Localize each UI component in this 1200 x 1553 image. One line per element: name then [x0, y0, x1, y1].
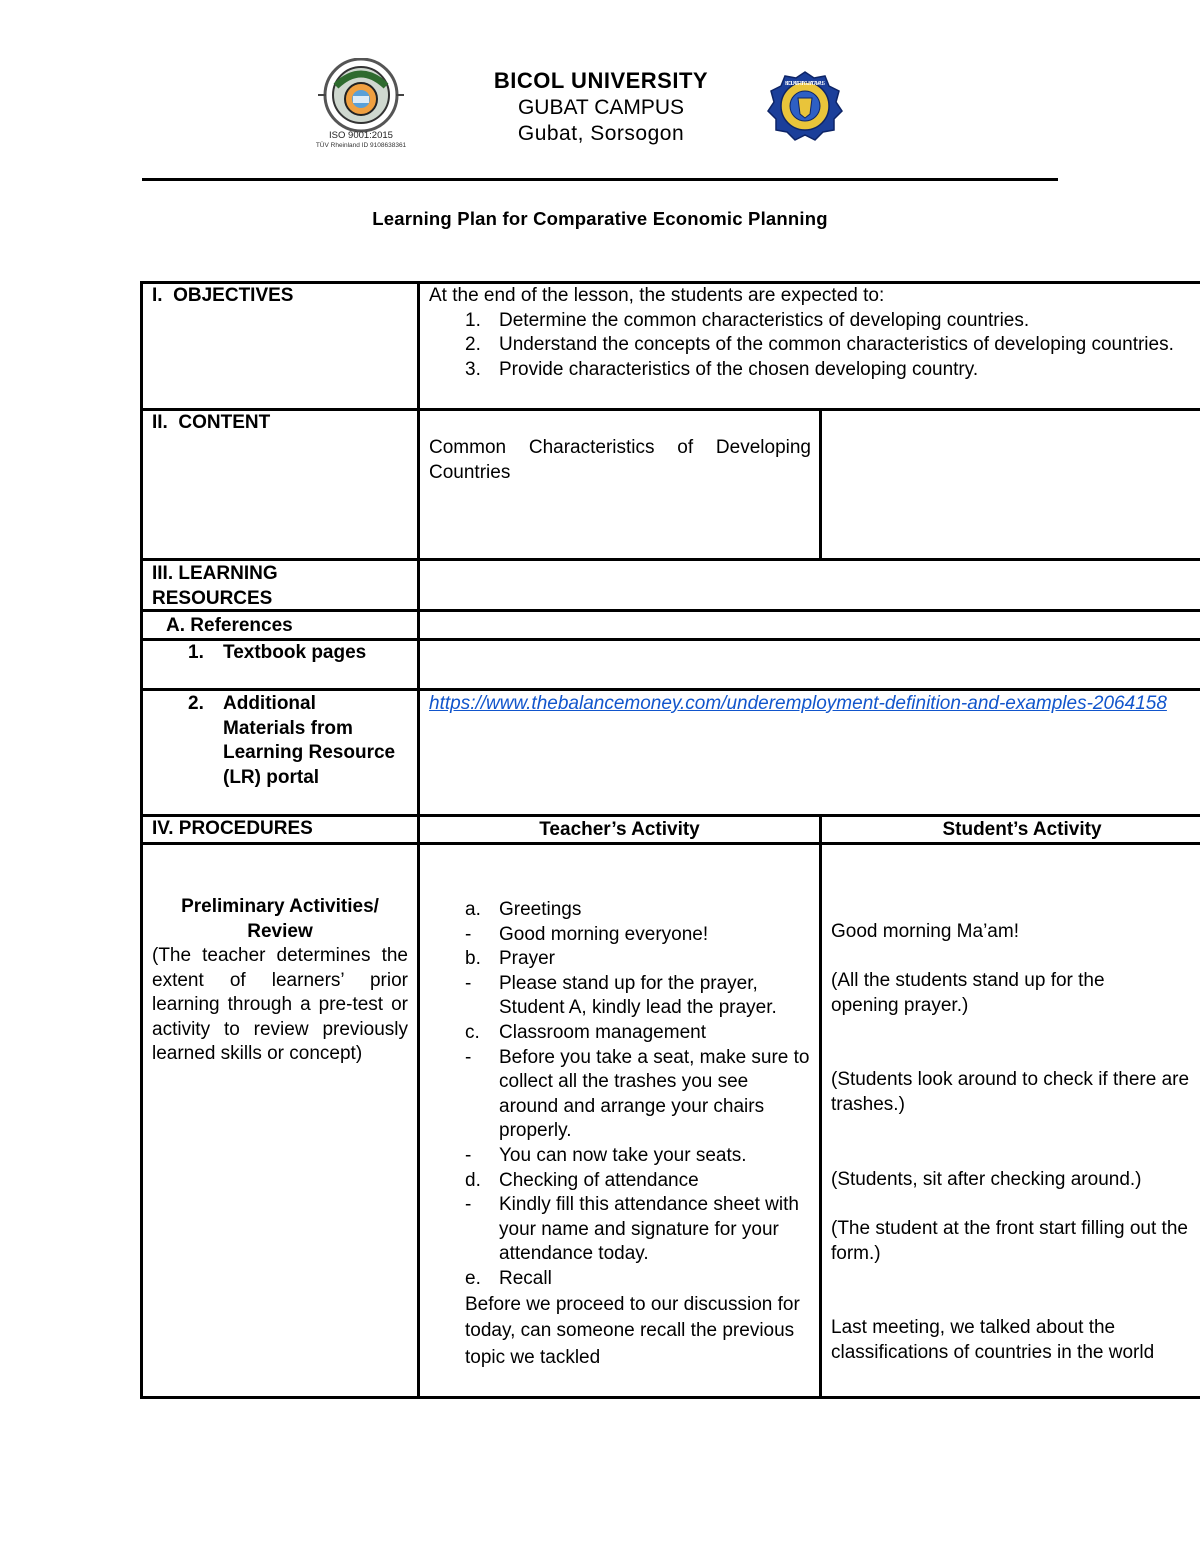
objective-item: 1. Determine the common characteristics of developing countries.	[465, 309, 1030, 331]
additional-materials-num: 2.	[188, 693, 204, 714]
additional-materials-label: Additional Materials from Learning Resource (LR) portal	[223, 693, 396, 788]
objective-item: 2. Understand the concepts of the common characteristics of developing countries.	[465, 334, 1174, 356]
column-divider	[819, 814, 822, 1399]
teacher-activity-item: - Kindly fill this attendance sheet with your name and signature for your attendance today.	[465, 1194, 799, 1265]
student-response: (Students, sit after checking around.)	[831, 1169, 1142, 1190]
objectives-list	[429, 309, 1197, 383]
objectives-cell	[429, 284, 1197, 382]
student-response: Last meeting, we talked about the classifications of countries in the world	[831, 1317, 1155, 1363]
objectives-intro: At the end of the lesson, the students are expected to:	[429, 285, 885, 306]
textbook-num: 1.	[188, 642, 204, 663]
svg-text:ISO 9001:2015: ISO 9001:2015	[329, 130, 393, 141]
row-divider	[140, 558, 1200, 561]
objective-item: 3. Provide characteristics of the chosen developing country.	[465, 358, 979, 380]
teacher-activity-cell	[429, 898, 811, 1371]
references-label: A. References	[166, 615, 293, 636]
campus-location: Gubat, Sorsogon	[517, 122, 685, 145]
table-border-left	[140, 281, 143, 1399]
teacher-activity-item: a. Greetings	[465, 899, 582, 920]
teacher-activity-item: - Good morning everyone!	[465, 923, 709, 945]
svg-text:BICOL UNIVERSITY GUBAT CAMPUS: BICOL UNIVERSITY GUBAT CAMPUS	[785, 81, 825, 87]
content-text: Common Characteristics of Developing Countries	[429, 437, 811, 483]
campus-name: GUBAT CAMPUS	[517, 96, 685, 119]
teacher-recall-text: Before we proceed to our discussion for today, can someone recall the previous topic we tackled	[465, 1293, 800, 1368]
row-divider	[140, 688, 1200, 691]
teacher-activity-item: e. Recall	[465, 1267, 552, 1289]
teacher-activity-header: Teacher’s Activity	[539, 819, 700, 840]
page-title: Learning Plan for Comparative Economic Planning	[372, 208, 828, 229]
preliminary-title: Preliminary Activities/ Review	[181, 896, 379, 942]
teacher-activity-item: - You can now take your seats.	[465, 1144, 747, 1166]
objectives-label: I. OBJECTIVES	[152, 285, 294, 306]
column-divider	[819, 408, 822, 561]
procedures-label: IV. PROCEDURES	[152, 818, 313, 839]
svg-text:TÜV Rheinland ID 9108638361: TÜV Rheinland ID 9108638361	[315, 142, 407, 149]
learning-resources-label: III. LEARNING RESOURCES	[152, 563, 278, 609]
teacher-activity-list	[429, 898, 811, 1292]
student-response: Good morning Ma’am!	[831, 921, 1019, 942]
row-divider	[140, 408, 1200, 411]
student-response: (Students look around to check if there are trashes.)	[831, 1069, 1190, 1115]
student-response: (All the students stand up for the opening prayer.)	[831, 970, 1105, 1016]
teacher-activity-item: - Please stand up for the prayer, Student A, kindly lead the prayer.	[465, 972, 777, 1019]
textbook-label: Textbook pages	[223, 642, 367, 663]
resource-link[interactable]: https://www.thebalancemoney.com/underemployment-definition-and-examples-2064158	[429, 693, 1167, 714]
teacher-activity-item: b. Prayer	[465, 948, 555, 970]
student-activity-header: Student’s Activity	[942, 819, 1102, 840]
header-divider	[142, 178, 1058, 181]
content-label: II. CONTENT	[152, 412, 271, 433]
student-response: (The student at the front start filling out the form.)	[831, 1218, 1188, 1264]
teacher-activity-item: d. Checking of attendance	[465, 1169, 699, 1191]
university-name: BICOL UNIVERSITY	[493, 68, 709, 93]
left-logo	[300, 58, 422, 150]
preliminary-description: (The teacher determines the extent of learners’ prior learning through a pre-test or activity to review previously learned skills or concept)	[152, 945, 408, 1065]
teacher-activity-item: c. Classroom management	[465, 1021, 706, 1043]
right-logo	[764, 70, 846, 142]
teacher-activity-item: - Before you take a seat, make sure to collect all the trashes you see around and arrange your chairs properly.	[465, 1046, 810, 1142]
table-border-bottom	[140, 1396, 1200, 1399]
